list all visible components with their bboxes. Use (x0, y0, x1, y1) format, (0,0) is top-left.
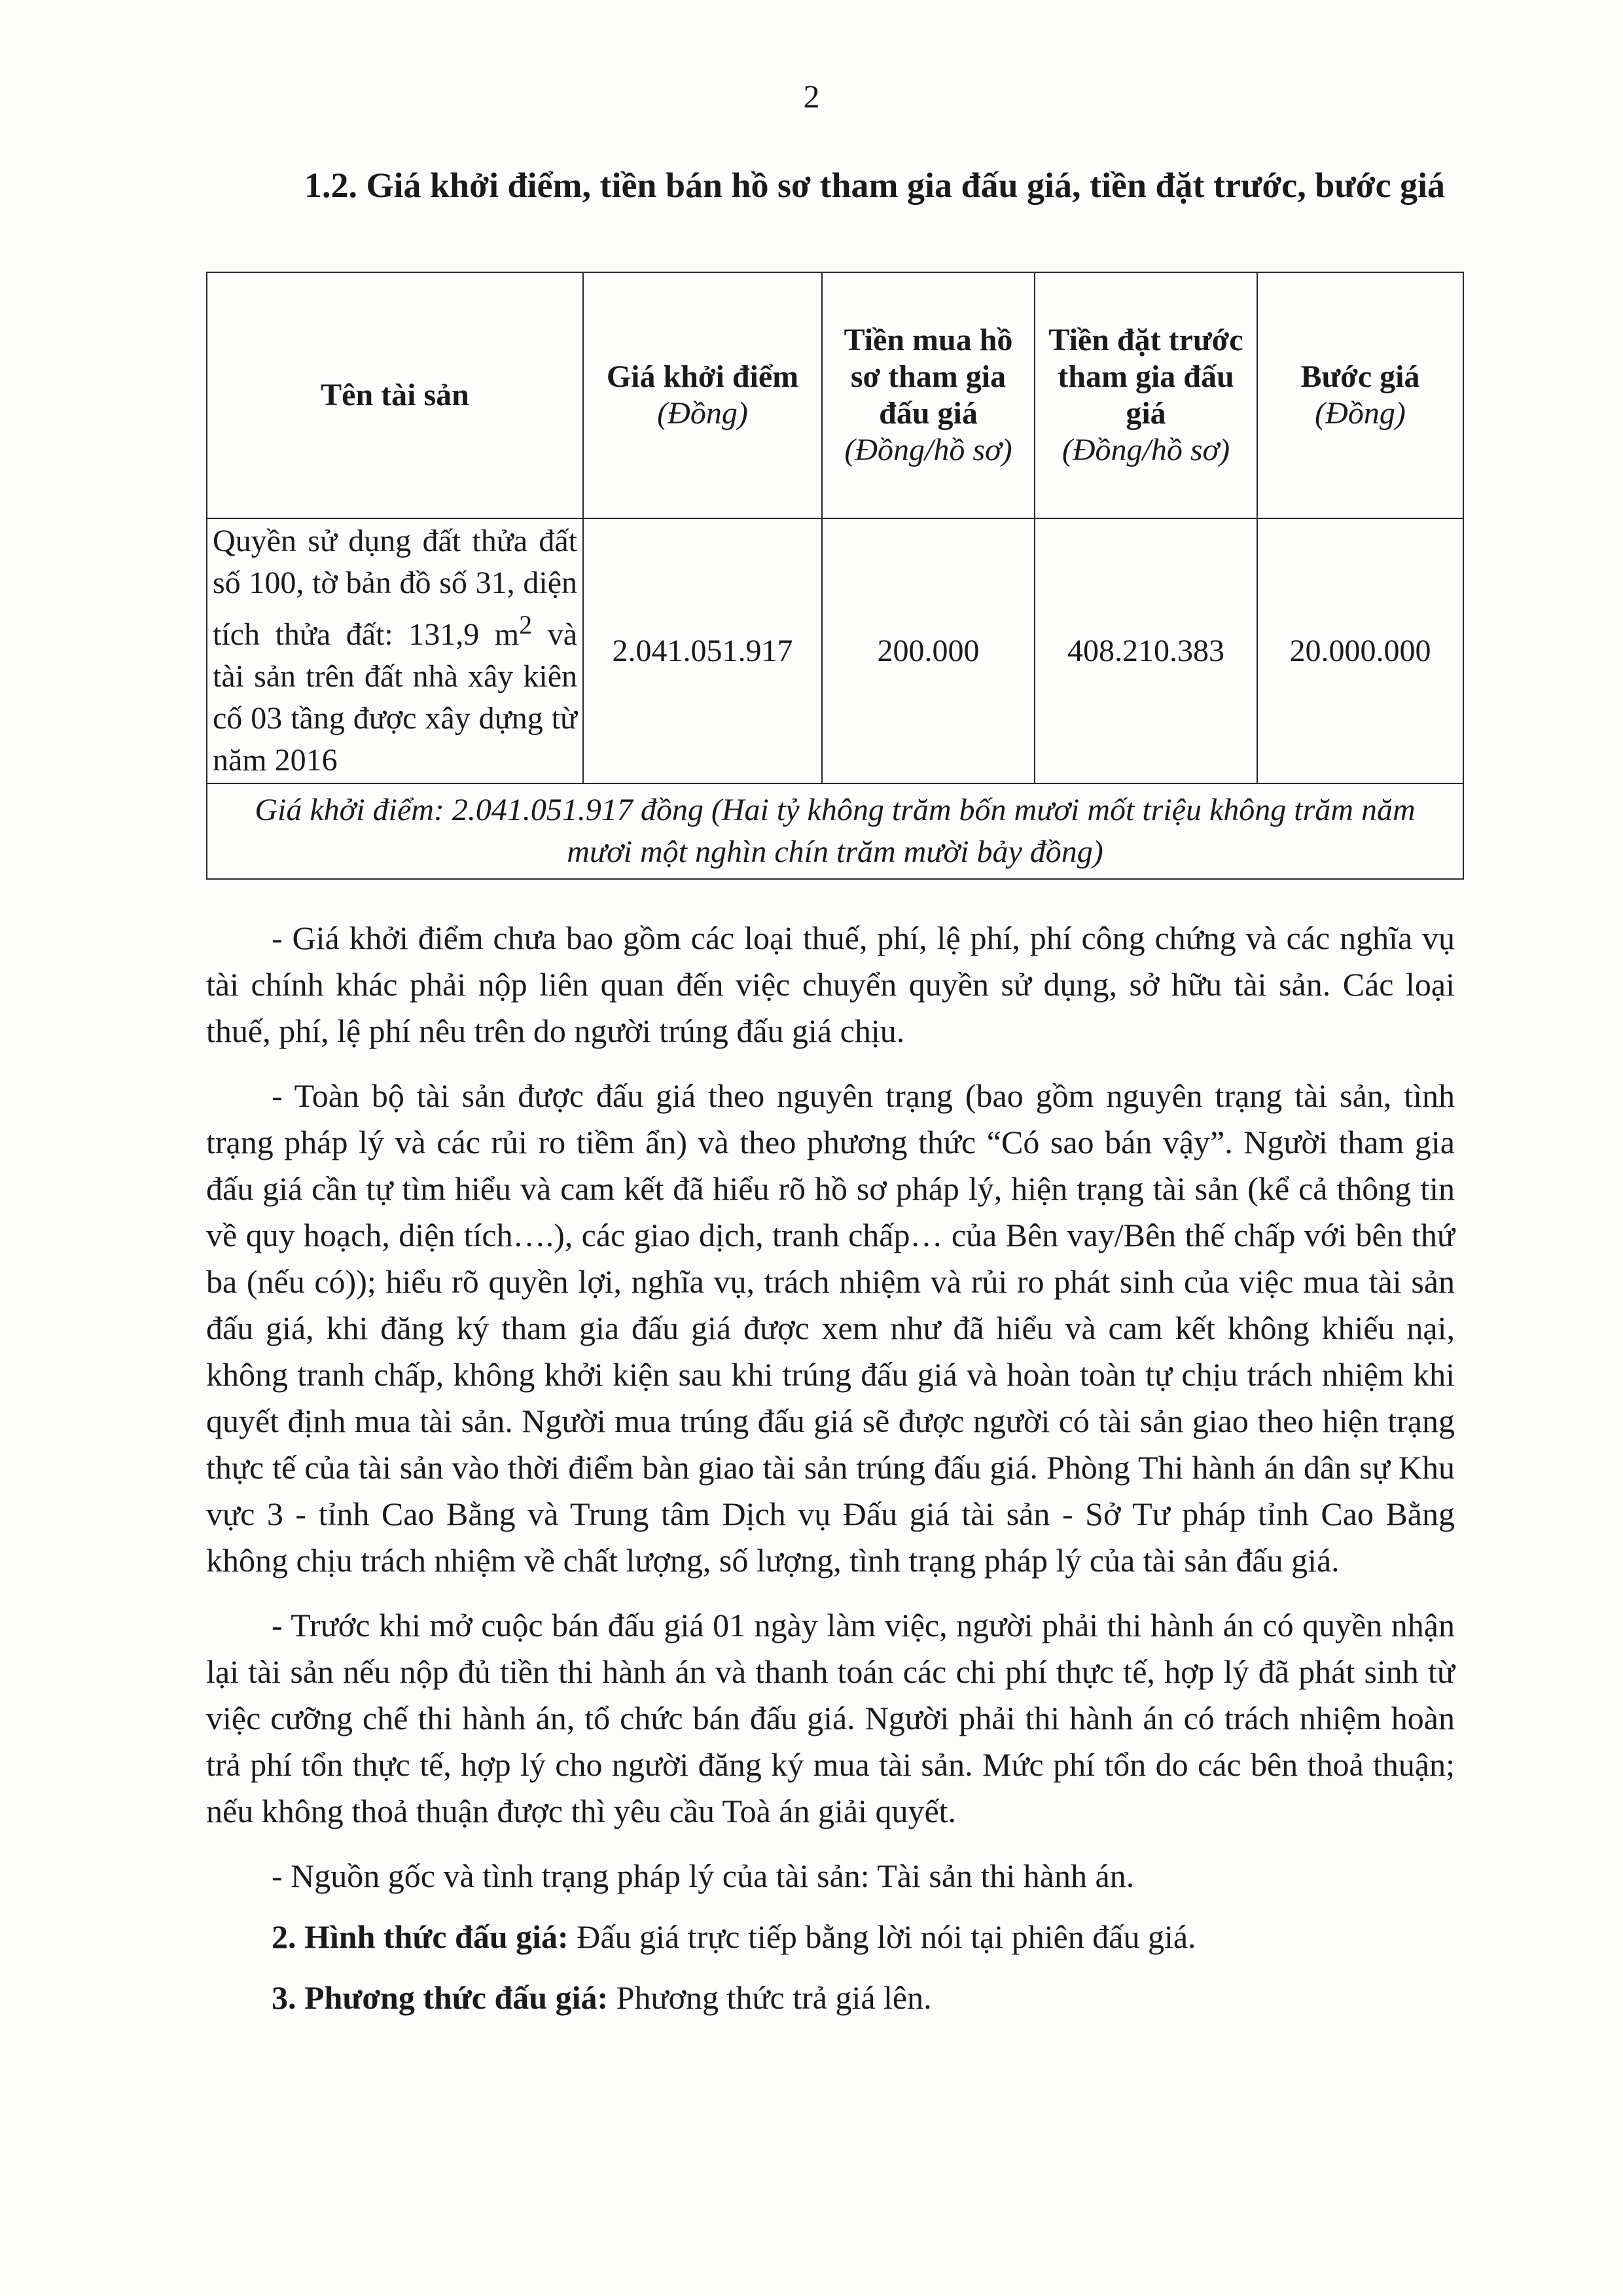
header-doc-fee-unit: (Đồng/hồ sơ) (844, 433, 1012, 467)
header-doc-fee-label: Tiền mua hồ sơ tham gia đấu giá (844, 323, 1013, 431)
auction-form-label: 2. Hình thức đấu giá: (272, 1918, 569, 1955)
paragraph-taxes: - Giá khởi điểm chưa bao gồm các loại thuế, phí, lệ phí, phí công chứng và các nghĩa vụ tài chính khác phải nộp liên quan đến việc chuyển quyền sử dụng, sở hữu tài sản. Các loại thuế, phí, lệ phí nêu trên do người trúng đấu giá chịu. (206, 920, 1455, 1049)
header-asset-name (207, 272, 583, 518)
header-start-price (583, 272, 822, 518)
section-heading (206, 159, 1450, 211)
table-header-row (207, 272, 1463, 518)
paragraph-auction-method (206, 1975, 1455, 2021)
body-text (206, 915, 1455, 2036)
asset-text-tail: và tài sản trên đất nhà xây kiên cố 03 tầng được xây dựng từ năm 2016 (213, 617, 577, 778)
auction-price-table (206, 272, 1464, 880)
auction-method-label: 3. Phương thức đấu giá: (272, 1979, 609, 2016)
auction-form-text: Đấu giá trực tiếp bằng lời nói tại phiên đấu giá. (568, 1918, 1196, 1955)
cell-deposit: 408.210.383 (1035, 518, 1257, 783)
auction-method-text: Phương thức trả giá lên. (608, 1979, 932, 2016)
header-price-step-unit: (Đồng) (1315, 396, 1406, 431)
header-start-price-label: Giá khởi điểm (606, 359, 799, 394)
cell-doc-fee: 200.000 (822, 518, 1035, 783)
header-deposit (1035, 272, 1257, 518)
header-deposit-unit: (Đồng/hồ sơ) (1061, 433, 1230, 467)
header-price-step (1257, 272, 1463, 518)
cell-start-price-in-words: Giá khởi điểm: 2.041.051.917 đồng (Hai tỷ không trăm bốn mươi mốt triệu không trăm năm mươi một nghìn chín trăm mười bảy đồng) (207, 783, 1463, 879)
table-row (207, 518, 1463, 783)
header-deposit-label: Tiền đặt trước tham gia đấu giá (1048, 323, 1243, 431)
header-start-price-unit: (Đồng) (657, 396, 748, 431)
asset-text: Quyền sử dụng đất thửa đất số 100, tờ bản đồ số 31, diện tích thửa đất: 131,9 m (213, 524, 577, 652)
section-heading-text: 1.2. Giá khởi điểm, tiền bán hồ sơ tham gia đấu giá, tiền đặt trước, bước giá (304, 166, 1446, 205)
header-asset-label: Tên tài sản (321, 378, 469, 412)
table-note-row (207, 783, 1463, 879)
paragraph-legal-origin: - Nguồn gốc và tình trạng pháp lý của tài sản: Tài sản thi hành án. (272, 1857, 1135, 1894)
paragraph-right-to-reclaim: - Trước khi mở cuộc bán đấu giá 01 ngày làm việc, người phải thi hành án có quyền nhận lại tài sản nếu nộp đủ tiền thi hành án và thanh toán các chi phí thực tế, hợp lý đã phát sinh từ việc cưỡng chế thi hành án, tổ chức bán đấu giá. Người phải thi hành án có trách nhiệm hoàn trả phí tổn thực tế, hợp lý cho người đăng ký mua tài sản. Mức phí tổn do các bên thoả thuận; nếu không thoả thuận được thì yêu cầu Toà án giải quyết. (206, 1607, 1455, 1829)
paragraph-auction-form (206, 1914, 1455, 1960)
asset-superscript: 2 (519, 610, 533, 639)
cell-start-price: 2.041.051.917 (583, 518, 822, 783)
cell-asset-description (207, 518, 583, 783)
page-number: 2 (803, 78, 820, 115)
paragraph-as-is-condition: - Toàn bộ tài sản được đấu giá theo nguyên trạng (bao gồm nguyên trạng tài sản, tình trạng pháp lý và các rủi ro tiềm ẩn) và theo phương thức “Có sao bán vậy”. Người tham gia đấu giá cần tự tìm hiểu và cam kết đã hiểu rõ hồ sơ pháp lý, hiện trạng tài sản (kể cả thông tin về quy hoạch, diện tích….), các giao dịch, tranh chấp… của Bên vay/Bên thế chấp với bên thứ ba (nếu có)); hiểu rõ quyền lợi, nghĩa vụ, trách nhiệm và rủi ro phát sinh của việc mua tài sản đấu giá, khi đăng ký tham gia đấu giá được xem như đã hiểu và cam kết không khiếu nại, không tranh chấp, không khởi kiện sau khi trúng đấu giá và hoàn toàn tự chịu trách nhiệm khi quyết định mua tài sản. Người mua trúng đấu giá sẽ được người có tài sản giao theo hiện trạng thực tế của tài sản vào thời điểm bàn giao tài sản trúng đấu giá. Phòng Thi hành án dân sự Khu vực 3 - tỉnh Cao Bằng và Trung tâm Dịch vụ Đấu giá tài sản - Sở Tư pháp tỉnh Cao Bằng không chịu trách nhiệm về chất lượng, số lượng, tình trạng pháp lý của tài sản đấu giá. (206, 1077, 1455, 1579)
cell-price-step: 20.000.000 (1257, 518, 1463, 783)
header-doc-fee (822, 272, 1035, 518)
header-price-step-label: Bước giá (1300, 359, 1420, 394)
